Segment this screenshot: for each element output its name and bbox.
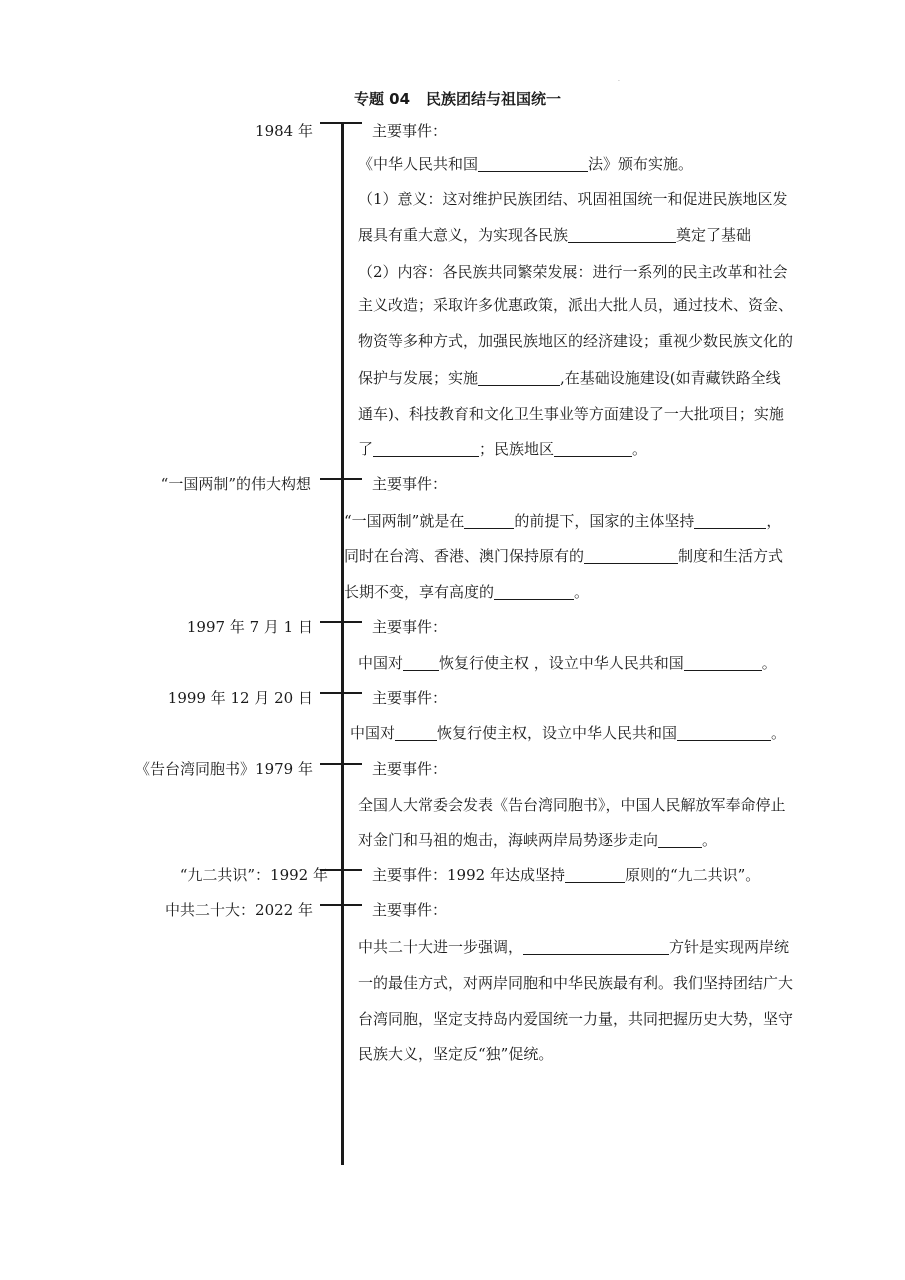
- event-line: 主要事件：1992 年达成坚持 原则的“九二共识”。: [372, 866, 761, 884]
- event-line: 了 ；民族地区 。: [358, 440, 648, 458]
- event-line: （1）意义：这对维护民族团结、巩固祖国统一和促进民族地区发: [358, 190, 788, 208]
- fill-blank[interactable]: [478, 369, 560, 386]
- page-title: [0, 88, 905, 109]
- fill-blank[interactable]: [584, 547, 678, 564]
- fill-blank[interactable]: [694, 512, 766, 529]
- event-line: 主义改造；采取许多优惠政策，派出大批人员，通过技术、资金、: [358, 296, 794, 314]
- event-heading-1997: 主要事件：: [372, 618, 448, 636]
- fill-blank[interactable]: [658, 831, 702, 848]
- timeline-date-1997: 1997 年 7 月 1 日: [186, 618, 313, 636]
- event-heading-1979: 主要事件：: [372, 760, 448, 778]
- fill-blank[interactable]: [403, 654, 439, 671]
- event-line: 一的最佳方式，对两岸同胞和中华民族最有利。我们坚持团结广大: [358, 974, 794, 992]
- timeline-tick-yiguoliangzhi: [320, 478, 362, 480]
- event-line: 台湾同胞，坚定支持岛内爱国统一力量，共同把握历史大势，坚守: [358, 1010, 794, 1028]
- timeline-tick-1979: [320, 763, 362, 765]
- timeline-tick-1984: [320, 122, 362, 124]
- fill-blank[interactable]: [373, 440, 479, 457]
- event-line: （2）内容：各民族共同繁荣发展：进行一系列的民主改革和社会: [358, 263, 788, 281]
- fill-blank[interactable]: [523, 938, 669, 955]
- fill-blank[interactable]: [494, 583, 574, 600]
- event-line: 物资等多种方式，加强民族地区的经济建设；重视少数民族文化的: [358, 332, 794, 350]
- event-line: 全国人大常委会发表《告台湾同胞书》，中国人民解放军奉命停止: [358, 796, 786, 814]
- fill-blank[interactable]: [684, 654, 762, 671]
- event-line: 同时在台湾、香港、澳门保持原有的 制度和生活方式: [344, 547, 784, 565]
- timeline-date-1979: 《告台湾同胞书》1979 年: [135, 760, 313, 778]
- fill-blank[interactable]: [554, 440, 632, 457]
- title-main: 民族团结与祖国统一: [426, 90, 562, 108]
- event-heading-1984: 主要事件：: [372, 122, 448, 140]
- timeline-date-2022: 中共二十大：2022 年: [165, 901, 313, 919]
- event-line: 展具有重大意义，为实现各民族 奠定了基础: [358, 226, 752, 244]
- event-heading-2022: 主要事件：: [372, 901, 448, 919]
- timeline-date-1999: 1999 年 12 月 20 日: [167, 689, 313, 707]
- event-line: 中国对 恢复行使主权 ，设立中华人民共和国 。: [358, 654, 777, 672]
- event-line: 保护与发展；实施 ,在基础设施建设(如青藏铁路全线: [358, 369, 781, 387]
- fill-blank[interactable]: [677, 724, 771, 741]
- timeline-tick-1997: [320, 621, 362, 623]
- event-line: 民族大义，坚定反“独”促统。: [358, 1045, 554, 1063]
- fill-blank[interactable]: [464, 512, 514, 529]
- event-line: 中共二十大进一步强调， 方针是实现两岸统: [358, 938, 790, 956]
- fill-blank[interactable]: [395, 724, 437, 741]
- event-line: 长期不变，享有高度的 。: [344, 583, 590, 601]
- event-line: 对金门和马祖的炮击，海峡两岸局势逐步走向 。: [358, 831, 718, 849]
- timeline-tick-1999: [320, 692, 362, 694]
- event-heading-1999: 主要事件：: [372, 689, 448, 707]
- timeline-date-1984: 1984 年: [255, 122, 313, 140]
- event-line: 通车)、科技教育和文化卫生事业等方面建设了一大批项目；实施: [358, 405, 784, 423]
- timeline-axis: [341, 122, 344, 1165]
- fill-blank[interactable]: [478, 155, 588, 172]
- timeline-date-yiguoliangzhi: “一国两制”的伟大构想: [160, 475, 311, 493]
- scan-dot-mark: ·: [618, 78, 620, 85]
- event-line: “一国两制”就是在 的前提下，国家的主体坚持 ，: [344, 512, 782, 530]
- event-line: 中国对 恢复行使主权，设立中华人民共和国 。: [350, 724, 787, 742]
- fill-blank[interactable]: [565, 866, 625, 883]
- title-prefix: 专题 04: [353, 90, 411, 108]
- event-line: 《中华人民共和国 法》颁布实施。: [358, 155, 694, 173]
- event-heading-yiguoliangzhi: 主要事件：: [372, 475, 448, 493]
- timeline-date-1992: “九二共识”：1992 年: [179, 866, 328, 884]
- timeline-tick-2022: [320, 904, 362, 906]
- fill-blank[interactable]: [568, 226, 676, 243]
